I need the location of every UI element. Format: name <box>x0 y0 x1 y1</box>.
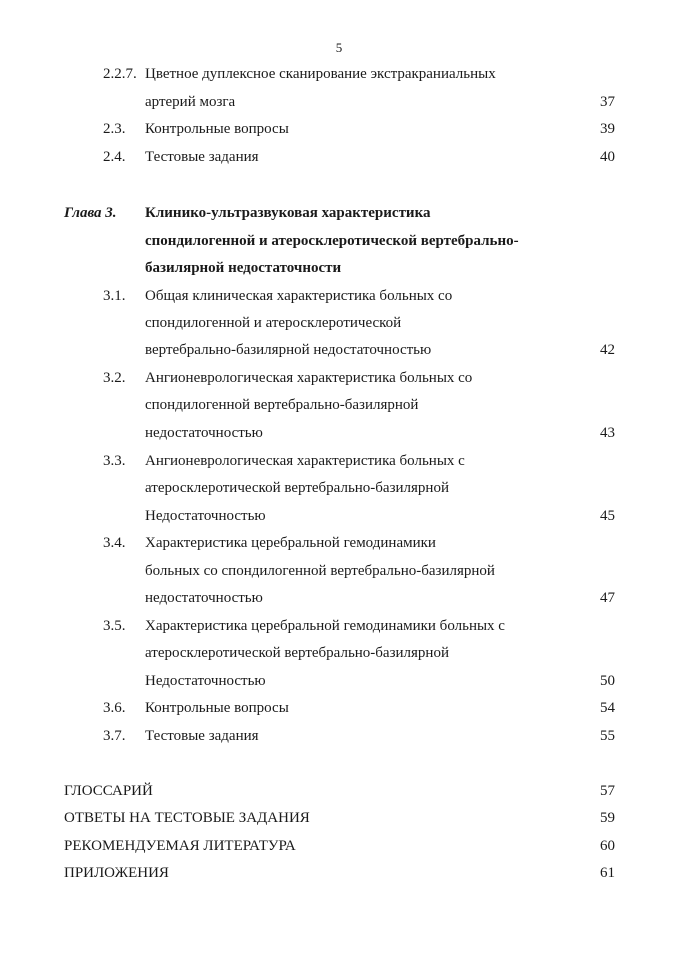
toc-entry-title: артерий мозга <box>145 94 236 110</box>
toc-entry-3-4-cont <box>0 588 678 608</box>
chapter-title: базилярной недостаточности <box>145 260 342 276</box>
toc-entry-title: Тестовые задания <box>145 728 259 744</box>
toc-entry-title: Ангионеврологическая характеристика больных со <box>145 370 473 386</box>
toc-entry-number: 3.1. <box>103 288 126 304</box>
toc-entry-page: 61 <box>600 865 615 881</box>
toc-entry-3-1[interactable] <box>0 286 678 306</box>
toc-chapter-3-cont <box>0 258 678 278</box>
toc-entry-page: 54 <box>600 700 615 716</box>
toc-entry-title: Характеристика церебральной гемодинамики больных с <box>145 618 505 634</box>
toc-entry-title: атеросклеротической вертебрально-базилярной <box>145 645 449 661</box>
toc-entry-number: 3.2. <box>103 370 126 386</box>
toc-entry-3-2-cont <box>0 423 678 443</box>
toc-entry-title: недостаточностью <box>145 590 263 606</box>
toc-entry-glossary[interactable] <box>0 781 678 801</box>
chapter-title: спондилогенной и атеросклеротической вертебрально- <box>145 233 519 249</box>
toc-section-title: ПРИЛОЖЕНИЯ <box>64 865 169 881</box>
toc-chapter-3-cont <box>0 231 678 251</box>
toc-entry-number: 2.2.7. <box>103 66 137 82</box>
toc-entry-number: 2.4. <box>103 149 126 165</box>
toc-entry-title: Недостаточностью <box>145 673 266 689</box>
toc-entry-3-5-cont <box>0 671 678 691</box>
toc-entry-3-2[interactable] <box>0 368 678 388</box>
toc-entry-page: 50 <box>600 673 615 689</box>
toc-entry-title: Недостаточностью <box>145 508 266 524</box>
toc-entry-title: вертебрально-базилярной недостаточностью <box>145 342 432 358</box>
toc-entry-3-5-cont <box>0 643 678 663</box>
toc-entry-number: 2.3. <box>103 121 126 137</box>
toc-entry-2-2-7[interactable] <box>0 64 678 84</box>
toc-entry-2-3[interactable] <box>0 119 678 139</box>
toc-entry-page: 60 <box>600 838 615 854</box>
toc-entry-page: 45 <box>600 508 615 524</box>
toc-entry-page: 37 <box>600 94 615 110</box>
page-number: 5 <box>335 40 343 55</box>
toc-entry-3-3-cont <box>0 506 678 526</box>
toc-entry-title: атеросклеротической вертебрально-базилярной <box>145 480 449 496</box>
toc-entry-number: 3.3. <box>103 453 126 469</box>
toc-section-title: ОТВЕТЫ НА ТЕСТОВЫЕ ЗАДАНИЯ <box>64 810 310 826</box>
toc-entry-number: 3.7. <box>103 728 126 744</box>
toc-entry-page: 42 <box>600 342 615 358</box>
toc-entry-3-2-cont <box>0 395 678 415</box>
toc-chapter-3[interactable] <box>0 203 678 223</box>
toc-entry-page: 40 <box>600 149 615 165</box>
toc-entry-3-6[interactable] <box>0 698 678 718</box>
toc-entry-title: Контрольные вопросы <box>145 121 289 137</box>
toc-entry-title: Ангионеврологическая характеристика больных с <box>145 453 465 469</box>
toc-entry-page: 57 <box>600 783 615 799</box>
toc-section-title: ГЛОССАРИЙ <box>64 783 153 799</box>
toc-entry-title: больных со спондилогенной вертебрально-базилярной <box>145 563 495 579</box>
toc-entry-3-1-cont <box>0 313 678 333</box>
toc-entry-title: спондилогенной вертебрально-базилярной <box>145 397 419 413</box>
toc-entry-literature[interactable] <box>0 836 678 856</box>
toc-entry-page: 59 <box>600 810 615 826</box>
chapter-number: Глава 3. <box>64 205 117 221</box>
toc-entry-3-7[interactable] <box>0 726 678 746</box>
toc-entry-title: спондилогенной и атеросклеротической <box>145 315 402 331</box>
toc-entry-3-5[interactable] <box>0 616 678 636</box>
toc-entry-title: недостаточностью <box>145 425 263 441</box>
toc-entry-3-1-cont <box>0 340 678 360</box>
toc-section-title: РЕКОМЕНДУЕМАЯ ЛИТЕРАТУРА <box>64 838 296 854</box>
toc-entry-3-3[interactable] <box>0 451 678 471</box>
toc-entry-3-4-cont <box>0 561 678 581</box>
toc-entry-answers[interactable] <box>0 808 678 828</box>
toc-entry-appendices[interactable] <box>0 863 678 883</box>
chapter-title: Клинико-ультразвуковая характеристика <box>145 205 431 221</box>
toc-entry-page: 43 <box>600 425 615 441</box>
toc-entry-number: 3.4. <box>103 535 126 551</box>
toc-entry-title: Общая клиническая характеристика больных со <box>145 288 453 304</box>
toc-entry-2-4[interactable] <box>0 147 678 167</box>
toc-entry-title: Контрольные вопросы <box>145 700 289 716</box>
toc-entry-title: Тестовые задания <box>145 149 259 165</box>
toc-entry-title: Цветное дуплексное сканирование экстракраниальных <box>145 66 496 82</box>
toc-entry-page: 39 <box>600 121 615 137</box>
toc-entry-number: 3.6. <box>103 700 126 716</box>
toc-entry-page: 47 <box>600 590 615 606</box>
toc-entry-3-4[interactable] <box>0 533 678 553</box>
toc-entry-2-2-7-cont <box>0 92 678 112</box>
toc-entry-number: 3.5. <box>103 618 126 634</box>
toc-entry-title: Характеристика церебральной гемодинамики <box>145 535 436 551</box>
toc-entry-page: 55 <box>600 728 615 744</box>
toc-entry-3-3-cont <box>0 478 678 498</box>
